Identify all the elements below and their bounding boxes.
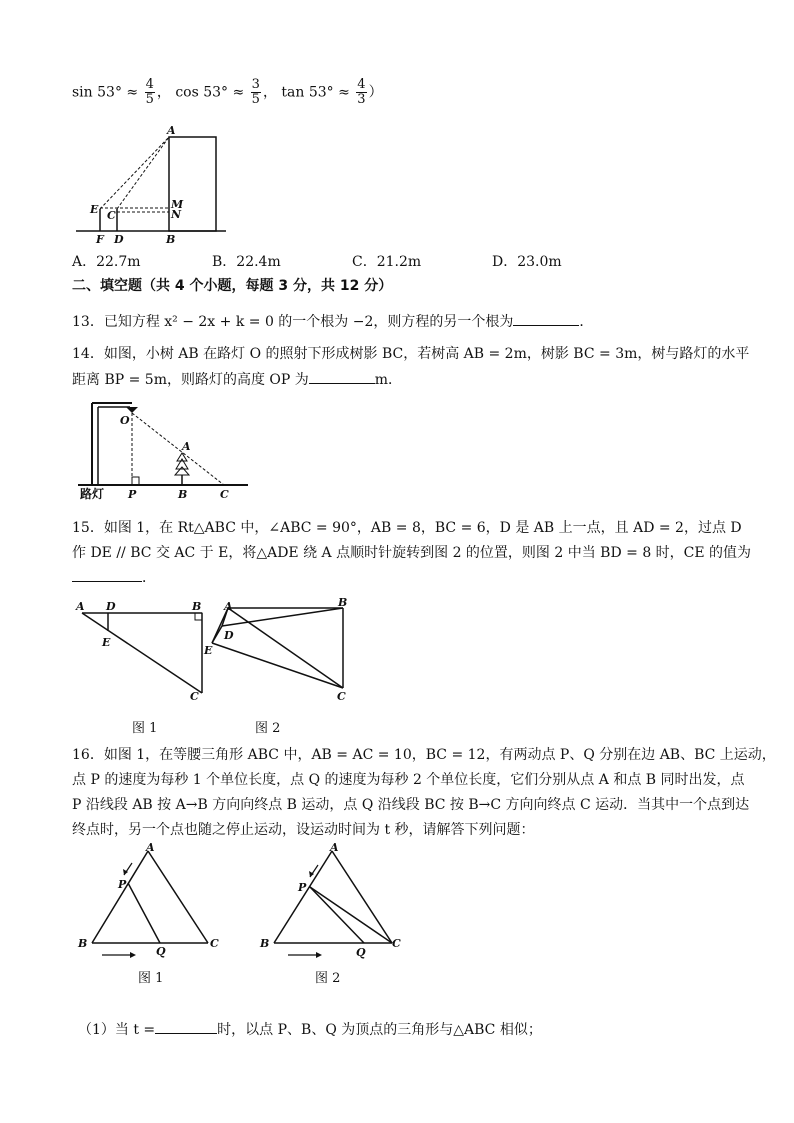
- segment-EC: [212, 643, 343, 688]
- q15-answer-blank[interactable]: [72, 567, 142, 582]
- q16-figure-1: [72, 843, 232, 973]
- label-B: B: [338, 598, 348, 609]
- label-C: C: [220, 488, 229, 501]
- label-B: B: [178, 488, 188, 501]
- label-E: E: [90, 203, 99, 216]
- label-P: P: [118, 878, 127, 891]
- label-F: F: [96, 233, 104, 246]
- dashed-EA: [100, 137, 169, 209]
- label-P: P: [298, 881, 307, 894]
- q16-line1: 16．如图 1，在等腰三角形 ABC 中，AB = AC = 10，BC = 12，有两动点 P、Q 分别在边 AB、BC 上运动，: [72, 747, 776, 763]
- label-Q: Q: [156, 945, 166, 958]
- label-A: A: [182, 440, 191, 453]
- segment-AB: [274, 851, 332, 943]
- q15-line1: 15．如图 1，在 Rt△ABC 中，∠ABC = 90°，AB = 8，BC = 6，D 是 AB 上一点，且 AD = 2，过点 D: [72, 520, 742, 536]
- q15-caption-1: 图 1: [132, 721, 158, 736]
- label-C: C: [190, 690, 199, 703]
- label-C: C: [392, 937, 401, 950]
- label-C: C: [337, 690, 346, 703]
- segment-AC: [148, 851, 208, 943]
- fraction-cos: $\frac{3}{5}$: [251, 77, 260, 107]
- q13-answer-blank[interactable]: [513, 311, 579, 326]
- q14-line1: 14．如图，小树 AB 在路灯 O 的照射下形成树影 BC，若树高 AB = 2m，树影 BC = 3m，树与路灯的水平: [72, 346, 750, 362]
- segment-AC: [332, 851, 392, 943]
- label-B: B: [260, 937, 270, 950]
- q16-caption-2: 图 2: [315, 971, 341, 986]
- label-A: A: [167, 125, 176, 137]
- label-E: E: [204, 644, 213, 657]
- trig-values-line: sin 53° ≈ $\frac{4}{5}$ ， cos 53° ≈ $\frac{3}{5}$ ， tan 53° ≈ $\frac{4}{3}$ ）: [72, 77, 383, 107]
- label-A: A: [224, 600, 233, 613]
- lamp-head: [126, 407, 138, 413]
- q16-sub1: （1）当 t = 时，以点 P、B、Q 为顶点的三角形与△ABC 相似；: [78, 1019, 542, 1040]
- label-lamp: 路灯: [80, 487, 105, 501]
- q15-line3: ．: [72, 567, 156, 588]
- option-a: A．22.7m: [72, 254, 141, 270]
- label-B: B: [192, 600, 202, 613]
- segment-AC: [228, 608, 343, 688]
- segment-AB: [92, 851, 148, 943]
- label-N: N: [171, 208, 182, 221]
- tree-icon: [175, 453, 189, 475]
- arrow-Q-head: [316, 952, 322, 958]
- option-d: D．23.0m: [492, 254, 562, 270]
- segment-PQ: [128, 883, 160, 943]
- label-D: D: [106, 600, 116, 613]
- label-D: D: [224, 629, 234, 642]
- fraction-sin: $\frac{4}{5}$: [145, 77, 154, 107]
- q12-options: [72, 252, 632, 272]
- option-c: C．21.2m: [352, 254, 422, 270]
- q14-line2: 距离 BP = 5m，则路灯的高度 OP 为 m．: [72, 369, 402, 390]
- q16-figure-2: [252, 843, 422, 973]
- label-D: D: [114, 233, 124, 246]
- segment-PC: [310, 887, 392, 943]
- q16-answer-blank[interactable]: [155, 1019, 217, 1034]
- q15-caption-2: 图 2: [255, 721, 281, 736]
- label-B: B: [78, 937, 88, 950]
- option-b: B．22.4m: [212, 254, 281, 270]
- right-angle-mark: [132, 477, 139, 485]
- label-O: O: [120, 414, 130, 427]
- q16-line4: 终点时，另一个点也随之停止运动，设运动时间为 t 秒，请解答下列问题：: [72, 822, 535, 838]
- label-C: C: [210, 937, 219, 950]
- label-C: C: [107, 209, 116, 222]
- dashed-OC: [132, 413, 224, 485]
- q16-line3: P 沿线段 AB 按 A→B 方向向终点 B 运动，点 Q 沿线段 BC 按 B→C 方向向终点 C 运动．当其中一个点到达: [72, 797, 750, 813]
- arrow-Q-head: [130, 952, 136, 958]
- q15-figure-1: [72, 598, 212, 708]
- q13-text: 13．已知方程 x² − 2x + k = 0 的一个根为 −2，则方程的另一个根为 ．: [72, 311, 593, 332]
- label-Q: Q: [356, 946, 366, 959]
- label-E: E: [102, 636, 111, 649]
- fraction-tan: $\frac{4}{3}$: [357, 77, 366, 107]
- label-M: M: [171, 198, 184, 211]
- dashed-CA: [117, 137, 169, 209]
- q16-caption-1: 图 1: [138, 971, 164, 986]
- q15-figure-2: [198, 598, 358, 708]
- q14-answer-blank[interactable]: [309, 369, 375, 384]
- section-heading: 二、填空题（共 4 个小题，每题 3 分，共 12 分）: [72, 278, 393, 294]
- q12-figure: [72, 125, 232, 247]
- label-A: A: [330, 843, 339, 854]
- q15-line2: 作 DE // BC 交 AC 于 E，将△ADE 绕 A 点顺时针旋转到图 2 的位置，则图 2 中当 BD = 8 时，CE 的值为: [72, 545, 752, 561]
- segment-PQ: [310, 887, 364, 943]
- label-B: B: [166, 233, 176, 246]
- label-A: A: [146, 843, 155, 854]
- q14-figure: [72, 397, 252, 505]
- label-P: P: [128, 488, 137, 501]
- q16-line2: 点 P 的速度为每秒 1 个单位长度，点 Q 的速度为每秒 2 个单位长度，它们分别从点 A 和点 B 同时出发，点: [72, 772, 745, 788]
- segment-AC: [82, 613, 202, 693]
- segment-DE: [212, 626, 222, 643]
- label-A: A: [76, 600, 85, 613]
